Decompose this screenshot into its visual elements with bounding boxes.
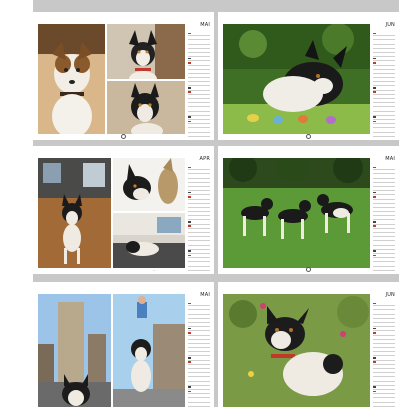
- day-row: [373, 271, 395, 274]
- dog-photo-3a: [38, 158, 111, 268]
- month-label: MAI: [200, 22, 210, 28]
- calendar-page-6: [218, 282, 399, 407]
- calendar-grid-5: [188, 292, 210, 407]
- day-rows: [373, 32, 395, 134]
- dog-photo-1b: [107, 24, 185, 79]
- day-row: [188, 271, 210, 274]
- day-row: [188, 137, 210, 140]
- photo-credit: —: [153, 269, 156, 272]
- dog-photo-5a: [38, 294, 111, 407]
- month-label: MAI: [385, 156, 395, 162]
- calendar-grid-4: [373, 156, 395, 268]
- calendar-page-5: [33, 282, 214, 407]
- calendar-page-3: [33, 146, 214, 274]
- day-row: [373, 137, 395, 140]
- day-rows: [373, 166, 395, 268]
- calendar-page-4: [218, 146, 399, 274]
- dog-photo-4: [223, 158, 370, 268]
- dog-photo-2: [223, 24, 370, 134]
- calendar-sheet: [33, 0, 399, 407]
- day-rows: [373, 302, 395, 407]
- dog-photo-3c: [113, 213, 185, 268]
- month-label: MAI: [200, 292, 210, 298]
- binding-hole: [121, 134, 126, 139]
- day-rows: [188, 32, 210, 134]
- day-rows: [188, 302, 210, 407]
- calendar-grid-2: [373, 22, 395, 134]
- dog-photo-5b: [113, 294, 185, 407]
- binding-hole: [306, 267, 311, 272]
- calendar-grid-3: [188, 156, 210, 268]
- dog-photo-1a: [38, 24, 105, 134]
- dog-photo-6: [223, 294, 370, 407]
- month-label: JUN: [385, 22, 395, 28]
- calendar-page-1: [33, 12, 214, 140]
- calendar-grid-1: [188, 22, 210, 134]
- binding-hole: [306, 134, 311, 139]
- month-label: APR: [199, 156, 210, 162]
- dog-photo-3b: [113, 158, 185, 211]
- dog-photo-1c: [107, 81, 185, 134]
- day-rows: [188, 166, 210, 268]
- month-label: JUN: [385, 292, 395, 298]
- calendar-grid-6: [373, 292, 395, 407]
- calendar-page-2: [218, 12, 399, 140]
